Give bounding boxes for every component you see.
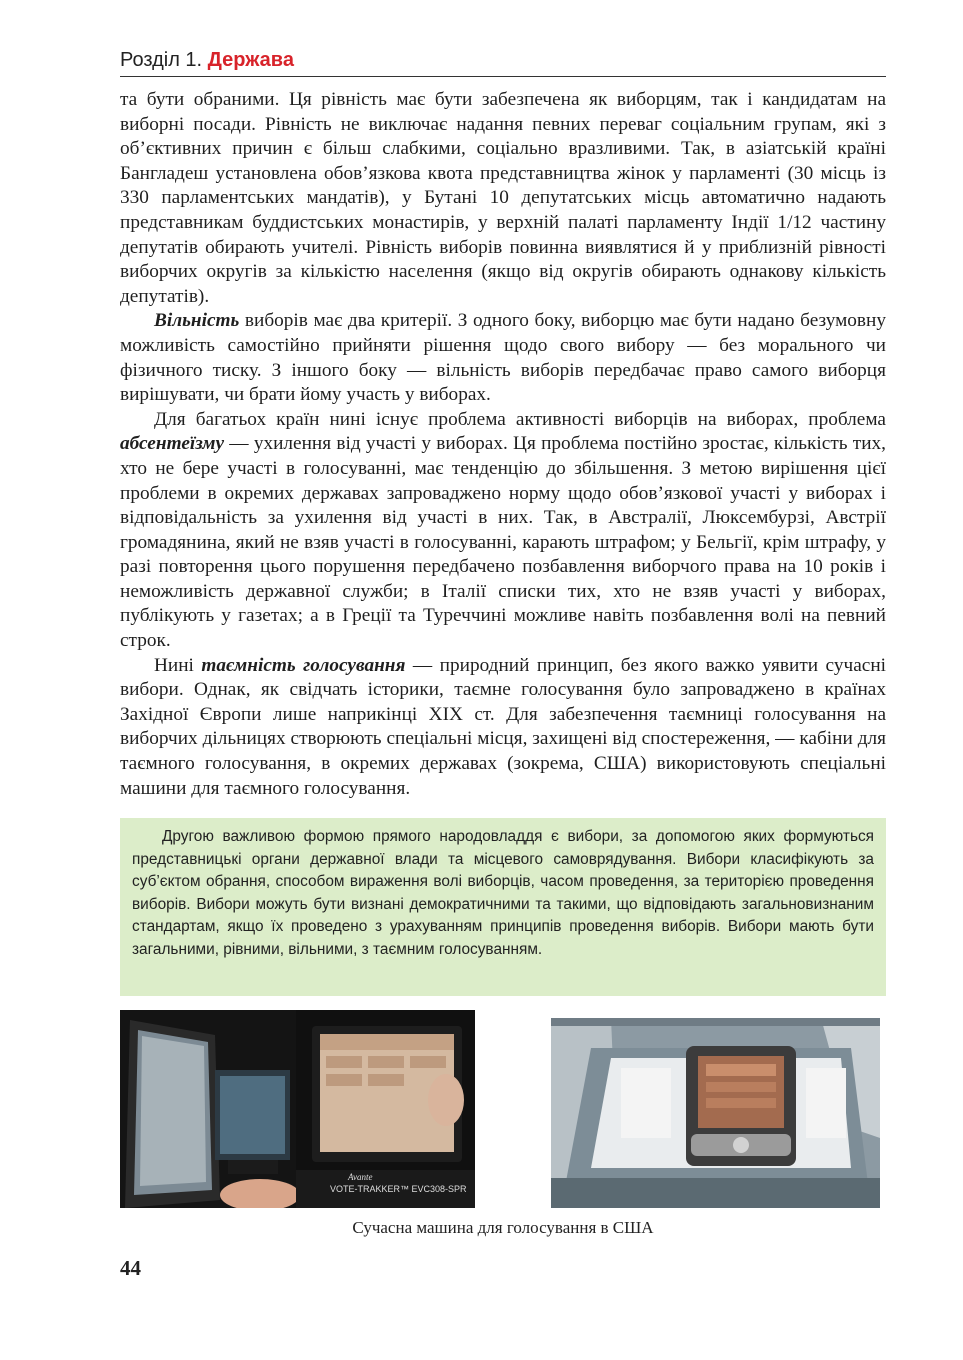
paragraph-absenteeism [120, 408, 886, 654]
voting-machine-photo-left [120, 1010, 296, 1208]
paragraph-secrecy-text: — природний принцип, без якого важко уявити сучасні вибори. Однак, як свідчать історики, таємне голосування було запроваджено в країнах Західної Європи лише наприкінці XIX ст. Для забезпечення таємниці голосування на виборчих дільницях створюють спеціальні місця, захищені від спостереження, — кабіни для таємного голосування, в окремих державах (зокрема, США) використовують спеціальні машини для таємного голосування. [120, 654, 886, 799]
section-label: Розділ 1. [120, 49, 203, 71]
section-title: Держава [207, 49, 294, 71]
term-secret-ballot: таємність голосування [201, 654, 406, 676]
paragraph-secrecy-intro: Нині [154, 654, 202, 676]
main-text [120, 88, 886, 801]
voting-machine-photo-booth [551, 1018, 880, 1208]
term-absenteeism: абсентеїзму [120, 433, 225, 455]
summary-text: Другою важливою формою прямого народовладдя є вибори, за допомогою яких формуються представницькі органи державної влади та місцевого самоврядування. Вибори класифікують за суб’єктом обрання, способом вираження волі виборців, часом проведення, за територією проведення виборів. Вибори можуть бути визнані демократичними та такими, що відповідають загальновизнаним стандартам, якщо їх проведено з урахуванням принципів проведення виборів. Вибори мають бути загальними, рівними, вільними, з таємним голосуванням. [132, 828, 874, 958]
running-header [120, 46, 886, 77]
voting-machine-photo-touchscreen [296, 1010, 475, 1208]
paragraph-equality: та бути обраними. Ця рівність має бути забезпечена як виборцям, так і кандидатам на виборні посади. Рівність не виключає надання певних переваг соціальним групам, які з об’єктивних причин є більш слабкими, соціально вразливими. Так, в азіатській країні Бангладеш установлена обов’язкова квота представництва жінок у парламенті (30 місць із 330 парламентських мандатів), у Бутані 10 депутатських місць автоматично надають представникам буддистських монастирів, у верхній палаті парламенту Індії 1/12 частину депутатів обирають учителі. Рівність виборів повинна виявлятися й у приблизній рівності виборчих округів за кількістю населення (якщо від округів обирають однакову кількість депутатів). [120, 89, 886, 307]
paragraph-absenteeism-text: — ухилення від участі у виборах. Ця проблема постійно зростає, кількість тих, хто не бере участі в голосуванні, має тенденцію до збільшення. З метою вирішення цієї проблеми в окремих державах запроваджено норму щодо обов’язкової участі у виборах і відповідальність за ухилення від участі в них. Так, в Австралії, Люксембурзі, Австрії громадянина, який не взяв участі в голосуванні, карають штрафом; у Бельгії, крім штрафу, у разі повторення цього порушення передбачено позбавлення виборчого права на 10 років і неможливість державної служби; в Італії списки тих, хто не взяв участі у виборах, публікують у газетах; а в Греції та Туреччині можливе навіть позбавлення волі на певний строк. [120, 433, 886, 652]
page-number: 44 [120, 1256, 141, 1280]
paragraph-absenteeism-intro: Для багатьох країн нині існує проблема активності виборців на виборах, проблема [154, 408, 886, 430]
paragraph-secrecy [120, 654, 886, 802]
term-freedom: Вільність [154, 310, 240, 332]
summary-box [120, 818, 886, 996]
photo-caption: Сучасна машина для голосування в США [352, 1218, 654, 1237]
paragraph-freedom-text: виборів має два критерії. З одного боку, виборцю має бути надано безумовну можливість самостійно прийняти рішення щодо свого вибору — без морального чи фізичного тиску. З іншого боку — вільність виборів передбачає право самого виборця вирішувати, чи брати йому участь у виборах. [120, 310, 886, 406]
machine-model-label: VOTE-TRAKKER™ EVC308-SPR [330, 1184, 467, 1194]
paragraph-freedom [120, 309, 886, 407]
machine-brand-label: Avante [348, 1172, 373, 1182]
